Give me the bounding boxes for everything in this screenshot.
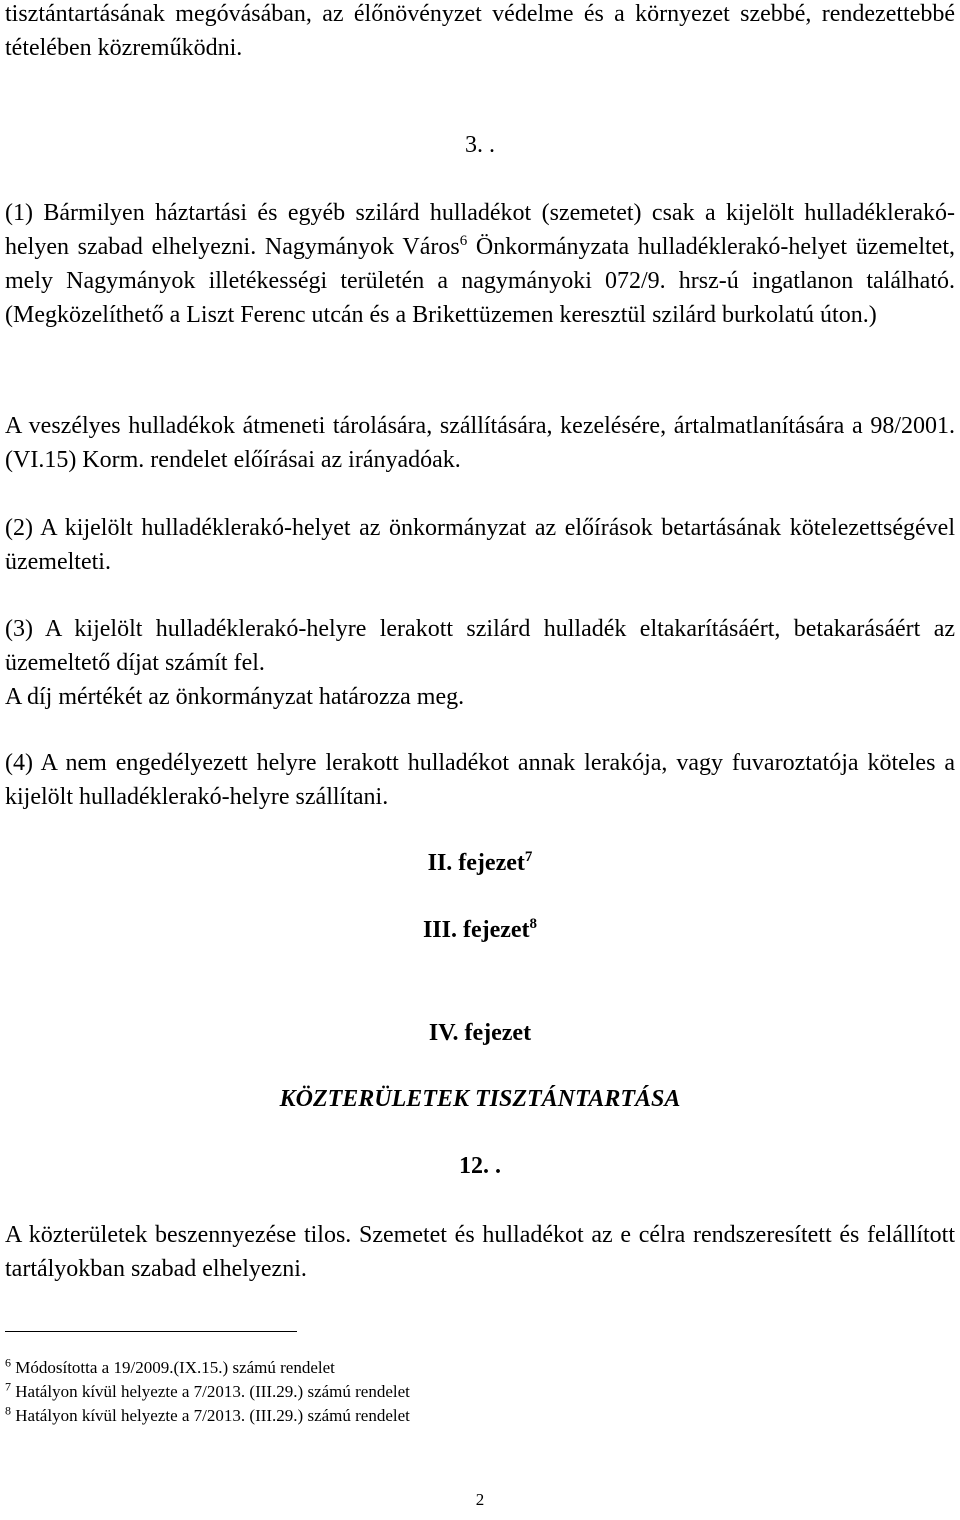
page-number: 2: [475, 1490, 485, 1509]
section-12-heading: 12. .: [459, 1153, 501, 1179]
section-12-paragraph-1: A közterületek beszennyezése tilos. Szemetet és hulladékot az e célra rendszeresített és felállított tartályokban szabad elhelyezni.: [5, 1222, 955, 1282]
section-3-paragraph-1: [5, 196, 955, 332]
section-3-paragraph-hazardous: A veszélyes hulladékok átmeneti tárolására, szállítására, kezelésére, ártalmatlanítására a 98/2001. (VI.15) Korm. rendelet előírásai az irányadóak.: [5, 413, 955, 473]
footnote-text: Hatályon kívül helyezte a 7/2013. (III.29.) számú rendelet: [11, 1406, 410, 1425]
footnotes: [5, 1356, 955, 1428]
section-3-paragraph-3: (3) A kijelölt hulladéklerakó-helyre lerakott szilárd hulladék eltakarításáért, betakarásáért az üzemeltető díjat számít fel.: [5, 616, 955, 676]
footnote-number: 8: [5, 1403, 11, 1418]
chapter-2-label: II. fejezet: [427, 850, 525, 876]
chapter-4-title: KÖZTERÜLETEK TISZTÁNTARTÁSA: [279, 1086, 681, 1112]
footnote-ref-6: 6: [459, 233, 468, 249]
section-3-heading: 3. .: [465, 132, 495, 158]
footnote-text: Hatályon kívül helyezte a 7/2013. (III.29.) számú rendelet: [11, 1382, 410, 1401]
section-3-paragraph-2: (2) A kijelölt hulladéklerakó-helyet az önkormányzat az előírások betartásának kötelezettségével üzemelteti.: [5, 515, 955, 575]
footnote-number: 6: [5, 1355, 11, 1370]
section-3-paragraph-3-fee: A díj mértékét az önkormányzat határozza meg.: [5, 684, 465, 710]
footnote-item: [5, 1356, 955, 1380]
chapter-3-heading: [5, 913, 955, 947]
section-3-paragraph-4: (4) A nem engedélyezett helyre lerakott hulladékot annak lerakója, vagy fuvaroztatója köteles a kijelölt hulladéklerakó-helyre szállítani.: [5, 750, 955, 810]
footnote-divider: [5, 1331, 297, 1332]
section-3-paragraph-1-text-a: (1) Bármilyen háztartási és egyéb szilárd hulladékot (szemetet) csak a kijelölt hulladéklerakó-helyen szabad elhelyezni. Nagymányok Város: [5, 200, 955, 260]
chapter-3-label: III. fejezet: [422, 917, 530, 943]
footnote-item: [5, 1404, 955, 1428]
footnote-number: 7: [5, 1379, 11, 1394]
section-3-paragraph-1-text-b: Önkormányzata hulladéklerakó-helyet üzemeltet, mely Nagymányok illetékességi területén a nagymányoki 072/9. hrsz-ú ingatlanon található. (Megközelíthető a Liszt Ferenc utcán és a Brikettüzemen keresztül szilárd burkolatú úton.): [5, 234, 955, 328]
footnote-ref-8: 8: [529, 916, 538, 932]
footnote-item: [5, 1380, 955, 1404]
chapter-4-heading: IV. fejezet: [428, 1020, 532, 1046]
footnote-text: Módosította a 19/2009.(IX.15.) számú rendelet: [11, 1358, 335, 1377]
footnote-ref-7: 7: [524, 849, 533, 865]
chapter-2-heading: [5, 846, 955, 880]
intro-paragraph: tisztántartásának megóvásában, az élőnövényzet védelme és a környezet szebbé, rendezettebbé tételében közreműködni.: [5, 1, 955, 61]
